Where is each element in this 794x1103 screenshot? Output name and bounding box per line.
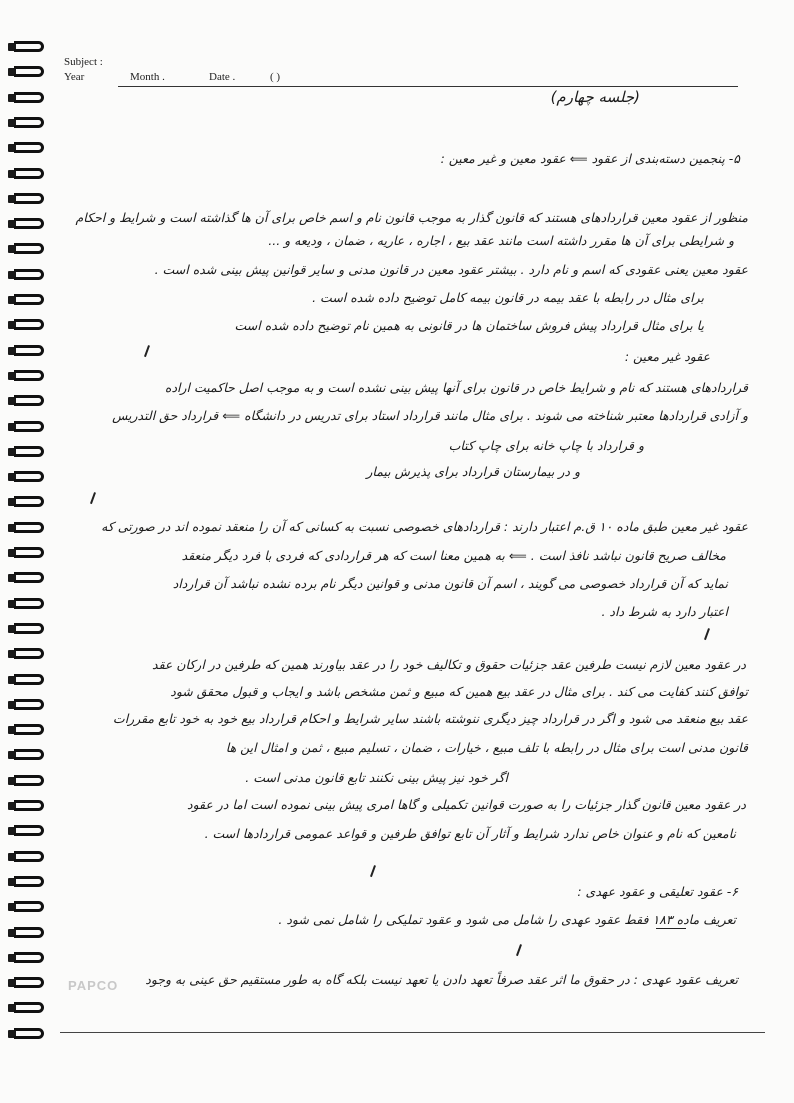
wire-loop xyxy=(14,648,44,659)
header-rule xyxy=(118,86,738,87)
wire-loop xyxy=(14,825,44,836)
note-line: یا برای مثال قرارداد پیش فروش ساختمان ها در قانونی به همین نام توضیح داده شده است xyxy=(234,318,704,333)
note-line: توافق کنند کفایت می کند . برای مثال در عقد بیع همین که مبیع و ثمن مشخص باشد و ایجاب و قبول محقق شود xyxy=(170,684,748,699)
wire-loop xyxy=(14,952,44,963)
wire-loop xyxy=(14,876,44,887)
spiral-ring xyxy=(8,40,44,54)
spiral-ring xyxy=(8,824,44,838)
spiral-ring xyxy=(8,1001,44,1015)
wire-loop xyxy=(14,598,44,609)
note-line: و شرایطی برای آن ها مقرر داشته است مانند عقد بیع ، اجاره ، عاریه ، ضمان ، ودیعه و ... xyxy=(268,233,734,248)
note-line: نماید که آن قرارداد خصوصی می گویند ، اسم آن قانون مدنی و قوانین دیگر نام برده نشده نباشد آن قرارداد xyxy=(172,576,728,591)
wire-loop xyxy=(14,446,44,457)
month-label: Month . xyxy=(130,71,165,83)
spiral-ring xyxy=(8,647,44,661)
note-line: و قرارداد با چاپ خانه برای چاپ کتاب xyxy=(448,438,644,453)
spiral-ring xyxy=(8,268,44,282)
note-line: و در بیمارستان قرارداد برای پذیرش بیمار xyxy=(366,464,580,479)
wire-loop xyxy=(14,345,44,356)
spiral-ring xyxy=(8,293,44,307)
note-line: برای مثال در رابطه با عقد بیمه در قانون بیمه کامل توضیح داده شده است . xyxy=(312,290,704,305)
spiral-ring xyxy=(8,470,44,484)
note-line: منظور از عقود معین قراردادهای هستند که قانون گذار به موجب قانون نام و اسم خاص برای آن ها گذاشته است و شرایط و احکام xyxy=(75,210,748,225)
spiral-ring xyxy=(8,850,44,864)
wire-loop xyxy=(14,977,44,988)
pen-tick xyxy=(516,944,522,956)
wire-loop xyxy=(14,901,44,912)
wire-loop xyxy=(14,395,44,406)
note-line: و آزادی قراردادها معتبر شناخته می شوند . برای مثال مانند قرارداد استاد برای تدریس در دانشگاه ⟸ قرارداد حق التدریس xyxy=(112,408,748,423)
wire-loop xyxy=(14,168,44,179)
wire-loop xyxy=(14,496,44,507)
spiral-ring xyxy=(8,875,44,889)
spiral-ring xyxy=(8,91,44,105)
spiral-ring xyxy=(8,369,44,383)
spiral-ring xyxy=(8,445,44,459)
spiral-ring xyxy=(8,521,44,535)
note-line: اعتبار دارد به شرط داد . xyxy=(601,604,728,619)
spiral-ring xyxy=(8,65,44,79)
year-label: Year xyxy=(64,71,85,83)
spiral-ring xyxy=(8,420,44,434)
spiral-ring xyxy=(8,116,44,130)
wire-loop xyxy=(14,547,44,558)
spiral-ring xyxy=(8,571,44,585)
spiral-ring xyxy=(8,748,44,762)
wire-loop xyxy=(14,142,44,153)
wire-loop xyxy=(14,800,44,811)
spiral-ring xyxy=(8,774,44,788)
spiral-ring xyxy=(8,192,44,206)
spiral-ring xyxy=(8,546,44,560)
note-line: اگر خود نیز پیش بینی نکنند تابع قانون مدنی است . xyxy=(245,770,508,785)
date-label: Date . xyxy=(209,71,236,83)
wire-loop xyxy=(14,319,44,330)
wire-loop xyxy=(14,193,44,204)
pen-tick xyxy=(704,628,710,640)
spiral-ring xyxy=(8,167,44,181)
note-line: ۵- پنجمین دسته‌بندی از عقود ⟸ عقود معین و غیر معین : xyxy=(440,151,740,166)
note-line: عقود معین یعنی عقودی که اسم و نام دارد . بیشتر عقود معین در قانون مدنی و سایر قوانین پیش بینی شده است . xyxy=(154,262,748,277)
spiral-ring xyxy=(8,926,44,940)
pen-tick xyxy=(144,345,150,357)
spiral-ring xyxy=(8,1027,44,1041)
wire-loop xyxy=(14,66,44,77)
note-line: عقود غیر معین طبق ماده ۱۰ ق.م اعتبار دارند : قراردادهای خصوصی نسبت به کسانی که آن را منعقد نموده اند در صورتی که xyxy=(101,519,748,534)
note-line: قانون مدنی است برای مثال در رابطه با تلف مبیع ، خیارات ، ضمان ، تسلیم مبیع ، ثمن و امثال این ها xyxy=(225,740,748,755)
spiral-ring xyxy=(8,622,44,636)
papco-watermark: PAPCO xyxy=(68,978,119,993)
subject-label: Subject : xyxy=(64,56,103,68)
spiral-ring xyxy=(8,141,44,155)
spiral-ring xyxy=(8,976,44,990)
wire-loop xyxy=(14,572,44,583)
note-line: عقد بیع منعقد می شود و اگر در قرارداد چیز دیگری ننوشته باشند سایر شرایط و احکام قرارداد بیع خود به خود تابع مقررات xyxy=(112,711,748,726)
spiral-ring xyxy=(8,723,44,737)
wire-loop xyxy=(14,1028,44,1039)
spiral-ring xyxy=(8,597,44,611)
spiral-ring xyxy=(8,217,44,231)
wire-loop xyxy=(14,522,44,533)
wire-loop xyxy=(14,674,44,685)
spiral-ring xyxy=(8,495,44,509)
wire-loop xyxy=(14,269,44,280)
underline-mark xyxy=(656,928,686,929)
note-line: در عقود معین قانون گذار جزئیات را به صورت قوانین تکمیلی و گاها امری پیش بینی نموده است اما در عقود xyxy=(187,797,746,812)
note-line: تعریف عقود عهدی : در حقوق ما اثر عقد صرفاً تعهد دادن یا تعهد نیست بلکه گاه به طور مستقیم حق عینی به وجود xyxy=(145,972,738,987)
wire-loop xyxy=(14,699,44,710)
spiral-ring xyxy=(8,673,44,687)
wire-loop xyxy=(14,243,44,254)
spiral-ring xyxy=(8,394,44,408)
note-title: (جلسه چهارم) xyxy=(550,88,640,106)
wire-loop xyxy=(14,851,44,862)
wire-loop xyxy=(14,775,44,786)
wire-loop xyxy=(14,927,44,938)
spiral-binding xyxy=(8,40,48,1050)
wire-loop xyxy=(14,724,44,735)
pen-tick xyxy=(90,492,96,504)
note-line: مخالف صریح قانون نباشد نافذ است . ⟸ به همین معنا است که هر قراردادی که فردی با فرد دیگر منعقد xyxy=(181,548,726,563)
note-line: تعریف ماده ۱۸۳ فقط عقود عهدی را شامل می شود و عقود تملیکی را شامل نمی شود . xyxy=(278,912,736,927)
wire-loop xyxy=(14,471,44,482)
wire-loop xyxy=(14,1002,44,1013)
wire-loop xyxy=(14,41,44,52)
wire-loop xyxy=(14,421,44,432)
wire-loop xyxy=(14,294,44,305)
spiral-ring xyxy=(8,900,44,914)
note-line: ۶- عقود تعلیقی و عقود عهدی : xyxy=(577,884,738,899)
wire-loop xyxy=(14,370,44,381)
note-line: قراردادهای هستند که نام و شرایط خاص در قانون برای آنها پیش بینی نشده است و به موجب اصل حاکمیت اراده xyxy=(164,380,748,395)
spiral-ring xyxy=(8,951,44,965)
spiral-ring xyxy=(8,242,44,256)
wire-loop xyxy=(14,218,44,229)
spiral-ring xyxy=(8,318,44,332)
wire-loop xyxy=(14,117,44,128)
note-line: نامعین که نام و عنوان خاص ندارد شرایط و آثار آن تابع توافق طرفین و قواعد عمومی قراردادها است . xyxy=(204,826,736,841)
date-parens: ( ) xyxy=(270,71,281,83)
wire-loop xyxy=(14,623,44,634)
wire-loop xyxy=(14,92,44,103)
spiral-ring xyxy=(8,799,44,813)
pen-tick xyxy=(370,865,376,877)
note-line: عقود غیر معین : xyxy=(624,349,710,364)
spiral-ring xyxy=(8,698,44,712)
spiral-ring xyxy=(8,344,44,358)
wire-loop xyxy=(14,749,44,760)
page-header xyxy=(64,56,744,86)
bottom-rule xyxy=(60,1032,765,1033)
note-line: در عقود معین لازم نیست طرفین عقد جزئیات حقوق و تکالیف خود را در عقد بیاورند همین که طرفین در ارکان عقد xyxy=(152,657,746,672)
